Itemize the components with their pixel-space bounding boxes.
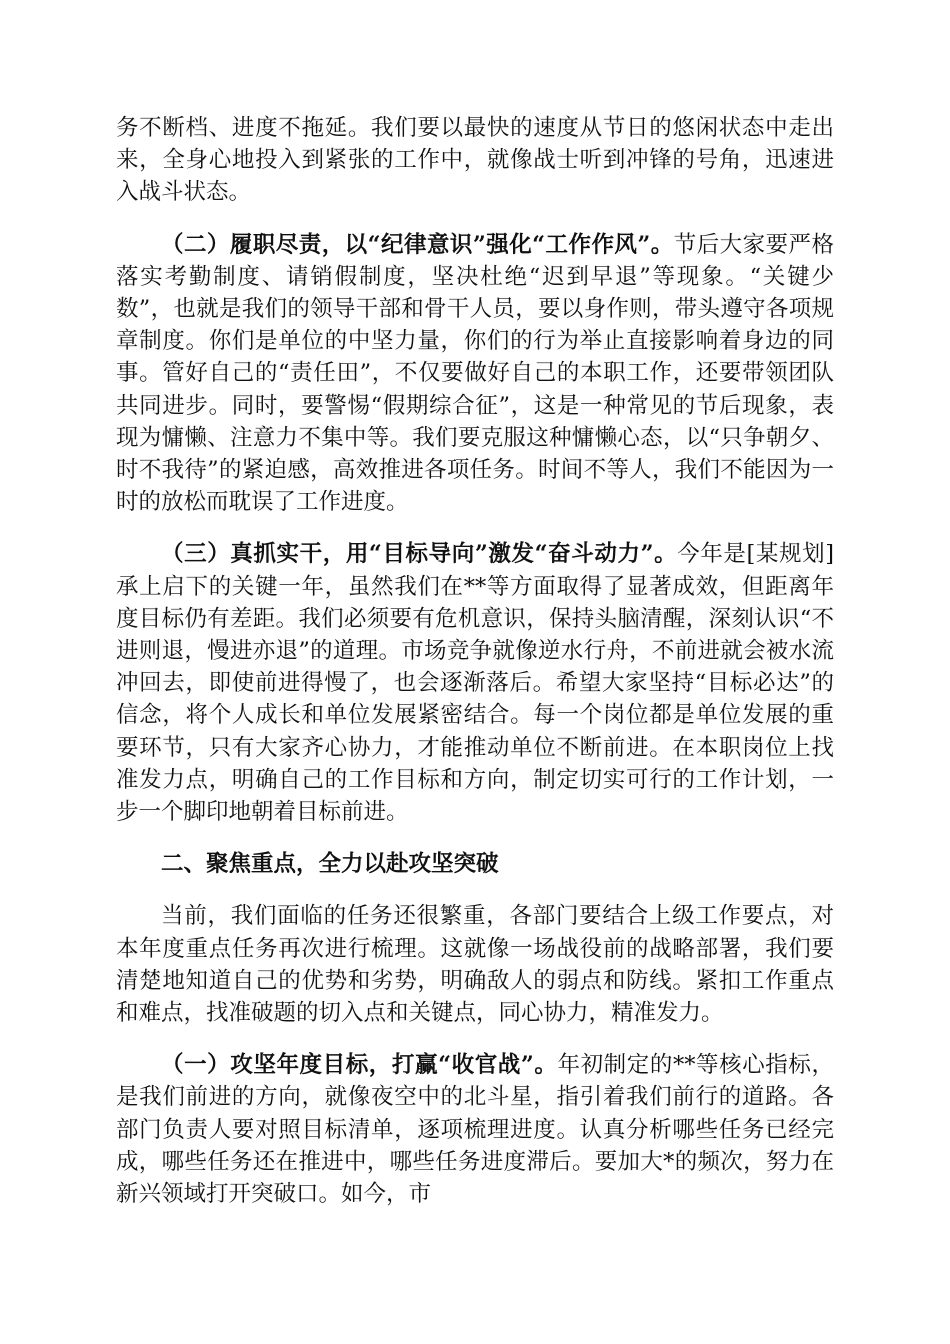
paragraph-continuation: [116, 112, 834, 209]
paragraph-annual-goals: [116, 1049, 834, 1210]
paragraph-text: 务不断档、进度不拖延。我们要以最快的速度从节日的悠闲状态中走出来，全身心地投入到紧张的工作中，就像战士听到冲锋的号角，迅速进入战斗状态。: [116, 115, 834, 206]
section-heading: 二、聚焦重点，全力以赴攻坚突破: [161, 851, 499, 878]
paragraph-text: 当前，我们面临的任务还很繁重，各部门要结合上级工作要点，对本年度重点任务再次进行梳理。这就像一场战役前的战略部署，我们要清楚地知道自己的优势和劣势，明确敌人的弱点和防线。紧扣工作重点和难点，找准破题的切入点和关键点，同心协力，精准发力。: [116, 903, 834, 1027]
paragraph-current-tasks: [116, 900, 834, 1029]
paragraph-lead: （三）真抓实干，用“目标导向”激发“奋斗动力”。: [161, 541, 678, 568]
document-page: [116, 112, 834, 1230]
paragraph-goal-orientation: [116, 538, 834, 828]
paragraph-lead: （二）履职尽责，以“纪律意识”强化“工作作风”。: [161, 231, 674, 258]
paragraph-lead: （一）攻坚年度目标，打赢“收官战”。: [161, 1052, 558, 1079]
paragraph-text: 节后大家要严格落实考勤制度、请销假制度，坚决杜绝“迟到早退”等现象。“关键少数”，也就是我们的领导干部和骨干人员，要以身作则，带头遵守各项规章制度。你们是单位的中坚力量，你们的行为举止直接影响着身边的同事。管好自己的“责任田”，不仅要做好自己的本职工作，还要带领团队共同进步。同时，要警惕“假期综合征”，这是一种常见的节后现象，表现为慵懒、注意力不集中等。我们要克服这种慵懒心态，以“只争朝夕、时不我待”的紧迫感，高效推进各项任务。时间不等人，我们不能因为一时的放松而耽误了工作进度。: [116, 231, 834, 516]
paragraph-text: 今年是[某规划]承上启下的关键一年，虽然我们在**等方面取得了显著成效，但距离年度目标仍有差距。我们必须要有危机意识，保持头脑清醒，深刻认识“不进则退，慢进亦退”的道理。市场竞争就像逆水行舟，不前进就会被水流冲回去，即使前进得慢了，也会逐渐落后。希望大家坚持“目标必达”的信念，将个人成长和单位发展紧密结合。每一个岗位都是单位发展的重要环节，只有大家齐心协力，才能推动单位不断前进。在本职岗位上找准发力点，明确自己的工作目标和方向，制定切实可行的工作计划，一步一个脚印地朝着目标前进。: [116, 541, 834, 826]
paragraph-discipline: [116, 229, 834, 519]
paragraph-text: 年初制定的**等核心指标，是我们前进的方向，就像夜空中的北斗星，指引着我们前行的道路。各部门负责人要对照目标清单，逐项梳理进度。认真分析哪些任务已经完成，哪些任务还在推进中，哪些任务进度滞后。要加大*的频次，努力在新兴领域打开突破口。如今，市: [116, 1052, 834, 1208]
